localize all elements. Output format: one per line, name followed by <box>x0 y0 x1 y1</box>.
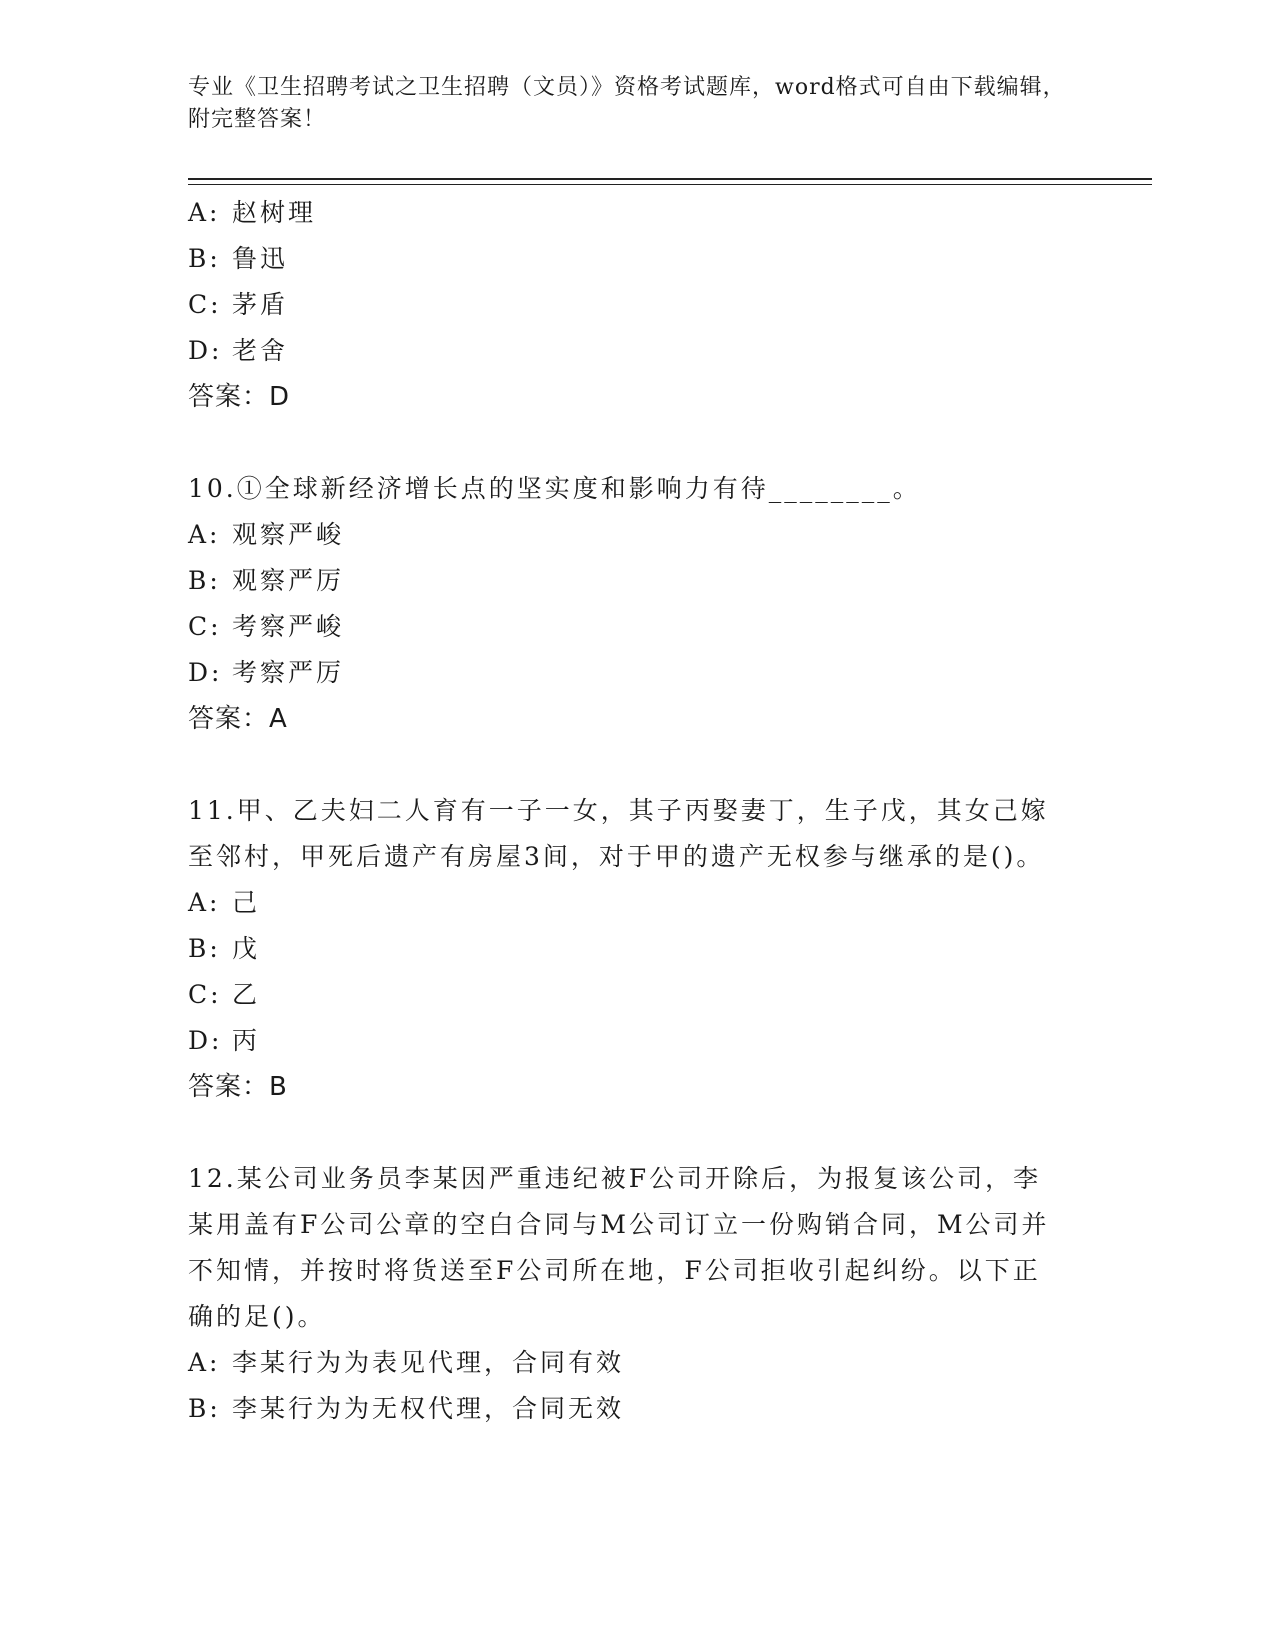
option-b: B: 戊 <box>188 934 261 963</box>
document-header: 专业《卫生招聘考试之卫生招聘（文员）》资格考试题库，word格式可自由下载编辑，附完整答案！ <box>188 75 1066 132</box>
option-a: A: 己 <box>188 888 261 917</box>
header-divider <box>188 178 1152 185</box>
option-a: A: 赵树理 <box>188 198 317 227</box>
spacer <box>188 1110 1088 1156</box>
option-d: D: 考察严厉 <box>188 658 345 687</box>
option-a: A: 观察严峻 <box>188 520 345 549</box>
answer-line: 答案：A <box>188 704 288 734</box>
option-b: B: 李某行为为无权代理，合同无效 <box>188 1394 625 1423</box>
question-stem: 10.①全球新经济增长点的坚实度和影响力有待________。 <box>188 474 921 503</box>
answer-line: 答案：B <box>188 1072 288 1102</box>
question-9 <box>188 190 1088 420</box>
option-c: C: 乙 <box>188 980 261 1009</box>
option-c: C: 考察严峻 <box>188 612 345 641</box>
spacer <box>188 742 1088 788</box>
option-b: B: 观察严厉 <box>188 566 345 595</box>
question-12 <box>188 1156 1088 1432</box>
question-stem: 11.甲、乙夫妇二人育有一子一女，其子丙娶妻丁，生子戊，其女己嫁至邻村，甲死后遗产有房屋3间，对于甲的遗产无权参与继承的是()。 <box>188 796 1049 871</box>
option-a: A: 李某行为为表见代理，合同有效 <box>188 1348 625 1377</box>
question-10 <box>188 466 1088 742</box>
spacer <box>188 420 1088 466</box>
option-c: C: 茅盾 <box>188 290 289 319</box>
option-d: D: 老舍 <box>188 336 289 365</box>
question-list <box>188 190 1088 1432</box>
question-11 <box>188 788 1088 1110</box>
answer-line: 答案：D <box>188 382 291 412</box>
option-b: B: 鲁迅 <box>188 244 289 273</box>
option-d: D: 丙 <box>188 1026 261 1055</box>
question-stem: 12.某公司业务员李某因严重违纪被F公司开除后，为报复该公司，李某用盖有F公司公章的空白合同与M公司订立一份购销合同，M公司并不知情，并按时将货送至F公司所在地，F公司拒收引起纠纷。以下正确的足()。 <box>188 1164 1050 1331</box>
